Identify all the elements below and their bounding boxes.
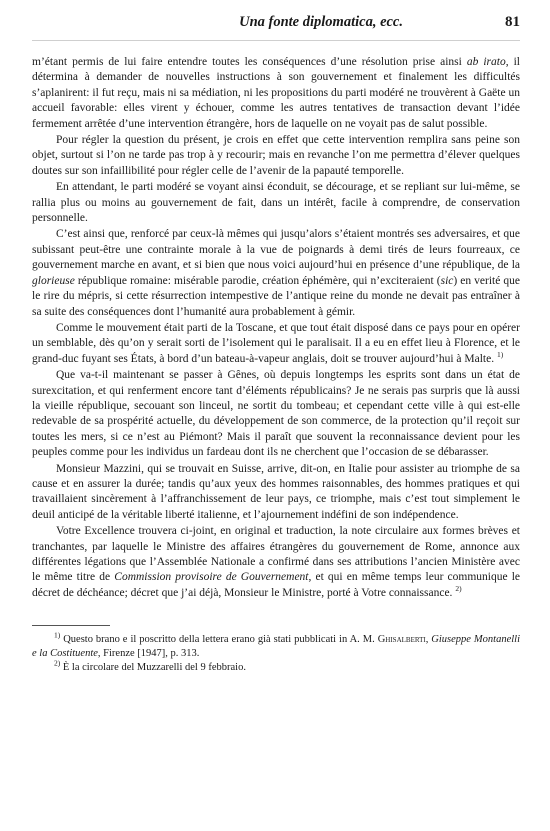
paragraph-6: Que va-t-il maintenant se passer à Gênes, où depuis longtemps les esprits sont dans un état de surexcitation, et qui renferment encore tant d’éléments républicains? Je ne serais pas surpris que là aussi la vieille république, secouant son linceul, ne sortit du tombeau; et cependant cette ville à qui est-elle redevable de sa prospérité actuelle, du développement de son commerce, de la protection qu’il reçoit sur toutes les mers, si ce n’est au Piémont? Mais il paraît que souvent la reconnaissance devient pour les peuples comme pour les individus un fardeau dont ils ne cherchent que l’occasion de se débarasser.	[32, 369, 520, 459]
footnote-2	[32, 658, 520, 675]
footnote-1-text-a: Questo brano e il poscritto della lettera erano già stati pubblicati in A. M.	[63, 634, 378, 646]
paragraph-1-italic: ab irato	[466, 56, 506, 68]
paragraph-5-text: Comme le mouvement était parti de la Toscane, et que tout était disposé dans ce pays pour en opérer un semblable, dès qu’on y serait sorti de l’isolement qui le paralisait. Il a eu en effet lieu à Florence, et le grand-duc fuyant ses États, à bord d’un bateau-à-vapeur anglais, doit se trouver aujourd’hui à Malte.	[32, 321, 520, 365]
footnote-1	[32, 630, 520, 661]
paragraph-8-text-a: Votre Excellence trouvera ci-joint, en original et traduction, la note circulaire aux formes brèves et tranchantes, par laquelle le Ministre des affaires étrangères du gouvernement de Rome, annonce aux différentes légations que l’Assemblée Nationale a confirmé dans ses attributions l’ancien Ministère avec le même titre de	[32, 525, 520, 584]
footnote-ref-1: 1)	[496, 349, 504, 359]
paragraph-8-italic: Commission provisoire de Gouvernement	[114, 571, 309, 584]
paragraph-1-text-a: m’étant permis de lui faire entendre toutes les conséquences d’une résolution prise ainsi	[32, 56, 467, 68]
footnote-ref-2: 2)	[455, 583, 462, 593]
footnote-1-title: Giuseppe Montanelli e la Costituente	[32, 634, 520, 660]
paragraph-7: Monsieur Mazzini, qui se trouvait en Suisse, arrive, dit-on, en Italie pour assister au triomphe de sa cause et en assurer la durée; tandis qu’aux yeux des hommes raisonnables, des hommes pratiques et qui travaillaient sincèrement à l’affranchissement de leur pays, ce triomphe, mais c’est tout simplement le deuil anticipé de la véritable liberté italienne, et l’ajournement indéfini de son indépendence.	[32, 462, 520, 521]
paragraph-4	[32, 227, 520, 319]
paragraph-4-text-b: république romaine: misérable parodie, création éphémère, qui n’exciteraient (	[74, 274, 441, 287]
footnote-1-text-b: , Firenze [1947], p. 313.	[97, 648, 200, 660]
paragraph-5	[32, 321, 520, 367]
body-text	[32, 55, 520, 601]
footnote-1-sep: ,	[425, 634, 432, 646]
page-header	[32, 14, 520, 41]
paragraph-4-italic-a: glorieuse	[32, 274, 75, 287]
footnote-1-author: Ghisalberti	[377, 634, 426, 646]
paragraph-4-text-c: ) en verité que le rire du mépris, si cette résurrection intempestive de l’antique reine du monde ne devait pas entraîner à sa suite des conséquences dont l’humanité aura probablement à gémir.	[32, 274, 520, 318]
footnote-2-mark: 2)	[54, 658, 61, 668]
paragraph-4-text-a: C’est ainsi que, renforcé par ceux-là mêmes qui jusqu’alors s’étaient montrés ses adversaires, et que subissant peut-être une contrainte morale à la vue de poignards à demi tirés de leurs fourreaux, ce gouvernement marche en avant, et si bien que nous voici aujourd’hui en présence d’une république, de la	[32, 228, 520, 272]
paragraph-8-text-b: , et qui en même temps leur communique le décret de déchéance; décret que j’ai déjà, Monsieur le Ministre, porté à Votre connaissance.	[32, 571, 521, 599]
footnote-1-mark: 1)	[54, 630, 61, 640]
paragraph-4-italic-b: sic	[440, 274, 454, 287]
paragraph-1-text-b: , il détermina à demander de nouvelles instructions à son gouvernement et finalement les difficultés s’aplanirent: il fut reçu, mais ni sa médiation, ni les propositions du parti modéré ne trouvèrent à Gaëte un accueil favorable: elles virent y échouer, comme les autres tentatives de transaction devant l’idée fermement arrêtée d’une intervention étrangère, hors de laquelle on ne voyait pas de salut possible.	[32, 56, 520, 130]
paragraph-1	[32, 55, 520, 132]
paragraph-8	[32, 524, 520, 601]
footnote-divider	[32, 625, 110, 626]
paragraph-2: Pour régler la question du présent, je crois en effet que cette intervention remplira sans peine son objet, surtout si l’on ne tarde pas trop à y recourir; mais en revanche l’on me permettra d’élever quelques doutes sur son infaillibilité pour régler celle de l’avenir de la papauté temporelle.	[32, 134, 520, 177]
footnote-2-text: È la circolare del Muzzarelli del 9 febbraio.	[62, 661, 246, 673]
running-title: Una fonte diplomatica, ecc.	[239, 14, 403, 30]
paragraph-3: En attendant, le parti modéré se voyant ainsi éconduit, se décourage, et se repliant sur lui-même, se ralliа plus ou moins au gouvernement de fait, dans un intérêt, facile à comprendre, de conservation personnelle.	[32, 181, 520, 225]
page-number: 81	[505, 14, 520, 30]
footnotes	[32, 630, 520, 674]
